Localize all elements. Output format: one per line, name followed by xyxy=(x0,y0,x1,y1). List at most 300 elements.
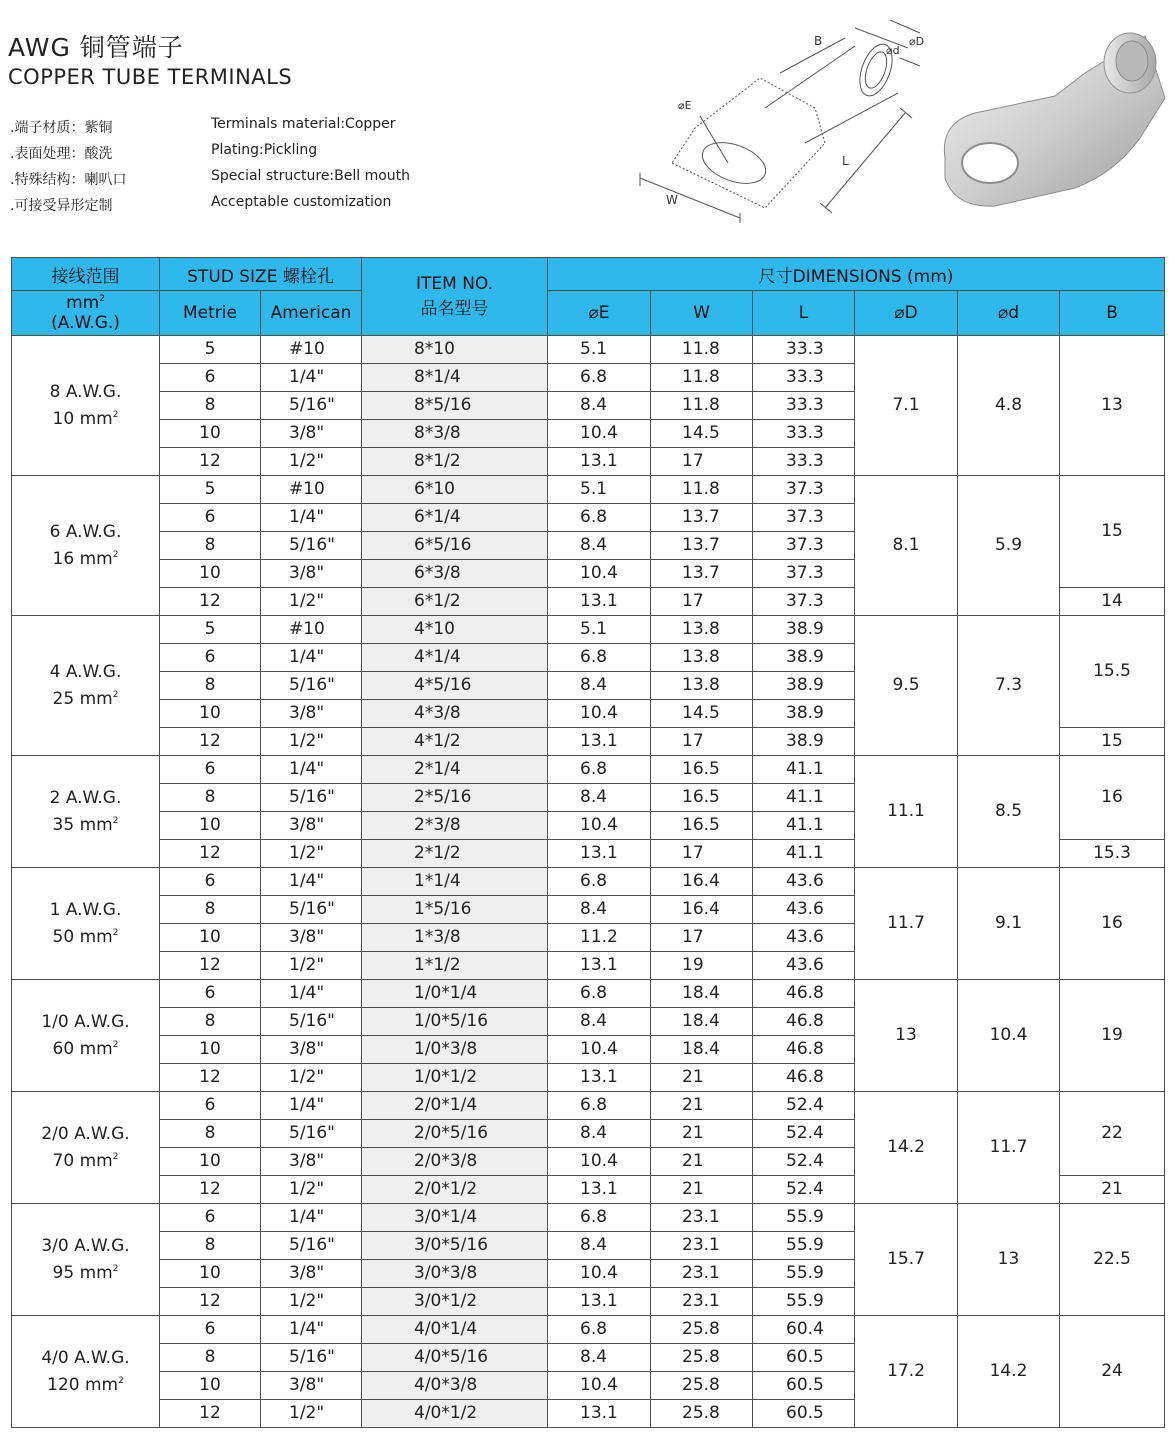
cell-e: 13.1 xyxy=(548,1064,651,1092)
cell-w: 13.7 xyxy=(651,532,753,560)
cell-metric: 10 xyxy=(160,812,261,840)
cell-e: 8.4 xyxy=(548,1344,651,1372)
page-title-en: COPPER TUBE TERMINALS xyxy=(8,65,293,89)
cell-item: 8*1/2 xyxy=(362,448,548,476)
cell-american: 1/2" xyxy=(261,1176,362,1204)
cell-w: 23.1 xyxy=(651,1232,753,1260)
header-e: ⌀E xyxy=(548,291,651,336)
cell-american: 1/2" xyxy=(261,1064,362,1092)
cell-item: 6*10 xyxy=(362,476,548,504)
range-mm xyxy=(12,1034,159,1061)
cell-big-d: 7.1 xyxy=(855,336,958,476)
cell-l: 60.4 xyxy=(753,1316,855,1344)
cell-big-d: 15.7 xyxy=(855,1204,958,1316)
cell-e: 8.4 xyxy=(548,392,651,420)
header-b: B xyxy=(1060,291,1165,336)
cell-l: 46.8 xyxy=(753,1064,855,1092)
cell-metric: 8 xyxy=(160,392,261,420)
range-mm-sup: 2 xyxy=(112,689,119,700)
cell-item: 2/0*5/16 xyxy=(362,1120,548,1148)
cell-l: 41.1 xyxy=(753,812,855,840)
spec-material-cn: .端子材质：紫铜 xyxy=(10,120,113,136)
range-awg: 4 A.W.G. xyxy=(49,661,122,682)
range-mm-value: 60 mm xyxy=(52,1038,113,1059)
cell-american: 1/2" xyxy=(261,1400,362,1428)
cell-american: 3/8" xyxy=(261,1372,362,1400)
cell-e: 13.1 xyxy=(548,588,651,616)
cell-e: 5.1 xyxy=(548,476,651,504)
cell-w: 18.4 xyxy=(651,980,753,1008)
cell-american: #10 xyxy=(261,476,362,504)
cell-metric: 6 xyxy=(160,1092,261,1120)
range-mm-value: 70 mm xyxy=(52,1150,113,1171)
cell-item: 3/0*3/8 xyxy=(362,1260,548,1288)
cell-metric: 5 xyxy=(160,616,261,644)
cell-l: 52.4 xyxy=(753,1148,855,1176)
cell-item: 1*3/8 xyxy=(362,924,548,952)
cell-american: #10 xyxy=(261,616,362,644)
cell-item: 8*5/16 xyxy=(362,392,548,420)
cell-american: 1/2" xyxy=(261,448,362,476)
cell-american: 3/8" xyxy=(261,1036,362,1064)
range-cell xyxy=(12,980,160,1092)
cell-small-d: 8.5 xyxy=(958,756,1060,868)
cell-e: 6.8 xyxy=(548,980,651,1008)
cell-american: 5/16" xyxy=(261,1232,362,1260)
cell-item: 2*1/2 xyxy=(362,840,548,868)
range-cell xyxy=(12,616,160,756)
cell-l: 38.9 xyxy=(753,644,855,672)
cell-l: 52.4 xyxy=(753,1176,855,1204)
page-title-cn: AWG 铜管端子 xyxy=(8,33,184,62)
cell-e: 11.2 xyxy=(548,924,651,952)
cell-metric: 10 xyxy=(160,420,261,448)
cell-item: 4*10 xyxy=(362,616,548,644)
header-big-d: ⌀D xyxy=(855,291,958,336)
cell-e: 6.8 xyxy=(548,644,651,672)
cell-small-d: 14.2 xyxy=(958,1316,1060,1428)
cell-e: 6.8 xyxy=(548,1204,651,1232)
cell-metric: 12 xyxy=(160,448,261,476)
cell-e: 8.4 xyxy=(548,672,651,700)
cell-item: 4*1/4 xyxy=(362,644,548,672)
cell-american: 5/16" xyxy=(261,1344,362,1372)
cell-metric: 5 xyxy=(160,476,261,504)
diagram-label-big-d: ⌀D xyxy=(909,35,925,48)
cell-item: 3/0*1/4 xyxy=(362,1204,548,1232)
cell-metric: 6 xyxy=(160,644,261,672)
cell-e: 8.4 xyxy=(548,1008,651,1036)
cell-l: 43.6 xyxy=(753,896,855,924)
cell-item: 8*3/8 xyxy=(362,420,548,448)
cell-metric: 10 xyxy=(160,1260,261,1288)
cell-metric: 8 xyxy=(160,1344,261,1372)
range-mm-value: 95 mm xyxy=(52,1262,113,1283)
range-cell xyxy=(12,756,160,868)
cell-american: 1/2" xyxy=(261,588,362,616)
cell-item: 2/0*3/8 xyxy=(362,1148,548,1176)
range-mm xyxy=(12,1258,159,1285)
cell-l: 37.3 xyxy=(753,504,855,532)
cell-w: 14.5 xyxy=(651,700,753,728)
cell-item: 2*5/16 xyxy=(362,784,548,812)
cell-small-d: 7.3 xyxy=(958,616,1060,756)
cell-e: 13.1 xyxy=(548,952,651,980)
cell-small-d: 10.4 xyxy=(958,980,1060,1092)
cell-l: 52.4 xyxy=(753,1092,855,1120)
range-mm xyxy=(12,1146,159,1173)
cell-w: 21 xyxy=(651,1148,753,1176)
cell-metric: 8 xyxy=(160,896,261,924)
spec-structure-en: Special structure:Bell mouth xyxy=(211,168,411,184)
table-row xyxy=(12,868,1165,896)
range-awg: 2 A.W.G. xyxy=(49,787,122,808)
cell-small-d: 9.1 xyxy=(958,868,1060,980)
header-item-no xyxy=(362,258,548,336)
cell-metric: 6 xyxy=(160,980,261,1008)
range-mm-value: 50 mm xyxy=(52,926,113,947)
cell-metric: 12 xyxy=(160,952,261,980)
cell-e: 10.4 xyxy=(548,1036,651,1064)
cell-small-d: 13 xyxy=(958,1204,1060,1316)
range-cell xyxy=(12,1316,160,1428)
cell-w: 23.1 xyxy=(651,1204,753,1232)
cell-w: 21 xyxy=(651,1092,753,1120)
cell-l: 55.9 xyxy=(753,1204,855,1232)
range-mm xyxy=(12,684,159,711)
table-row xyxy=(12,756,1165,784)
table-row xyxy=(12,336,1165,364)
cell-american: 5/16" xyxy=(261,672,362,700)
terminal-dimension-diagram xyxy=(600,18,930,223)
range-awg: 6 A.W.G. xyxy=(49,521,122,542)
cell-b: 13 xyxy=(1060,336,1165,476)
range-mm-sup: 2 xyxy=(112,409,119,420)
table-row xyxy=(12,1092,1165,1120)
cell-item: 6*1/4 xyxy=(362,504,548,532)
header-metric: Metrie xyxy=(160,291,261,336)
cell-b: 22 xyxy=(1060,1092,1165,1176)
cell-metric: 10 xyxy=(160,1148,261,1176)
range-mm-sup: 2 xyxy=(112,1039,119,1050)
cell-metric: 10 xyxy=(160,1372,261,1400)
range-cell xyxy=(12,336,160,476)
cell-b: 15.5 xyxy=(1060,616,1165,728)
range-mm-sup: 2 xyxy=(112,927,119,938)
cell-w: 16.5 xyxy=(651,756,753,784)
cell-small-d: 5.9 xyxy=(958,476,1060,616)
diagram-label-b: B xyxy=(814,34,823,48)
cell-item: 1/0*1/4 xyxy=(362,980,548,1008)
diagram-label-l: L xyxy=(842,154,849,168)
cell-american: 1/4" xyxy=(261,644,362,672)
table-row xyxy=(12,980,1165,1008)
spec-material-en: Terminals material:Copper xyxy=(211,116,396,132)
header-dimensions: 尺寸DIMENSIONS (mm) xyxy=(548,258,1165,291)
cell-big-d: 9.5 xyxy=(855,616,958,756)
cell-l: 38.9 xyxy=(753,700,855,728)
range-mm-sup: 2 xyxy=(112,815,119,826)
range-awg: 1 A.W.G. xyxy=(49,899,122,920)
header-mm-sup: 2 xyxy=(99,294,105,304)
cell-american: 5/16" xyxy=(261,1120,362,1148)
header-range: 接线范围 xyxy=(12,258,160,291)
cell-american: 5/16" xyxy=(261,392,362,420)
cell-american: 3/8" xyxy=(261,700,362,728)
cell-metric: 10 xyxy=(160,700,261,728)
cell-e: 13.1 xyxy=(548,728,651,756)
cell-big-d: 11.1 xyxy=(855,756,958,868)
cell-item: 2*1/4 xyxy=(362,756,548,784)
cell-b: 15 xyxy=(1060,476,1165,588)
cell-metric: 10 xyxy=(160,924,261,952)
cell-b: 24 xyxy=(1060,1316,1165,1428)
cell-l: 52.4 xyxy=(753,1120,855,1148)
header-w: W xyxy=(651,291,753,336)
cell-metric: 10 xyxy=(160,1036,261,1064)
header-item-cn: 品名型号 xyxy=(420,299,489,319)
cell-l: 37.3 xyxy=(753,588,855,616)
header-small-d: ⌀d xyxy=(958,291,1060,336)
terminal-spec-table xyxy=(11,257,1165,1428)
cell-american: 1/2" xyxy=(261,840,362,868)
cell-metric: 10 xyxy=(160,560,261,588)
cell-l: 33.3 xyxy=(753,336,855,364)
cell-american: 1/4" xyxy=(261,756,362,784)
cell-l: 43.6 xyxy=(753,924,855,952)
cell-american: 1/2" xyxy=(261,1288,362,1316)
cell-w: 17 xyxy=(651,924,753,952)
range-mm-value: 120 mm xyxy=(47,1374,119,1395)
cell-item: 2/0*1/2 xyxy=(362,1176,548,1204)
cell-big-d: 13 xyxy=(855,980,958,1092)
cell-w: 25.8 xyxy=(651,1400,753,1428)
cell-american: #10 xyxy=(261,336,362,364)
cell-american: 1/4" xyxy=(261,1316,362,1344)
cell-l: 37.3 xyxy=(753,476,855,504)
range-mm-value: 10 mm xyxy=(52,408,113,429)
cell-item: 3/0*5/16 xyxy=(362,1232,548,1260)
cell-item: 4/0*5/16 xyxy=(362,1344,548,1372)
cell-big-d: 14.2 xyxy=(855,1092,958,1204)
cell-big-d: 11.7 xyxy=(855,868,958,980)
diagram-label-w: W xyxy=(666,193,678,207)
table-row xyxy=(12,1204,1165,1232)
range-mm xyxy=(12,544,159,571)
cell-item: 4*1/2 xyxy=(362,728,548,756)
cell-metric: 12 xyxy=(160,840,261,868)
cell-e: 8.4 xyxy=(548,784,651,812)
cell-american: 1/4" xyxy=(261,1204,362,1232)
range-mm-value: 25 mm xyxy=(52,688,113,709)
range-cell xyxy=(12,1092,160,1204)
cell-e: 10.4 xyxy=(548,1372,651,1400)
cell-w: 18.4 xyxy=(651,1036,753,1064)
cell-item: 6*1/2 xyxy=(362,588,548,616)
cell-w: 16.4 xyxy=(651,896,753,924)
cell-e: 13.1 xyxy=(548,448,651,476)
cell-metric: 12 xyxy=(160,728,261,756)
cell-b: 16 xyxy=(1060,868,1165,980)
cell-item: 2/0*1/4 xyxy=(362,1092,548,1120)
cell-metric: 6 xyxy=(160,1204,261,1232)
cell-l: 60.5 xyxy=(753,1344,855,1372)
cell-american: 5/16" xyxy=(261,1008,362,1036)
cell-w: 13.8 xyxy=(651,672,753,700)
cell-item: 1/0*1/2 xyxy=(362,1064,548,1092)
cell-big-d: 8.1 xyxy=(855,476,958,616)
cell-l: 60.5 xyxy=(753,1400,855,1428)
cell-w: 23.1 xyxy=(651,1288,753,1316)
cell-e: 10.4 xyxy=(548,812,651,840)
range-mm xyxy=(12,922,159,949)
cell-l: 41.1 xyxy=(753,840,855,868)
cell-item: 2*3/8 xyxy=(362,812,548,840)
range-cell xyxy=(12,868,160,980)
copper-terminal-image xyxy=(935,28,1165,218)
cell-w: 18.4 xyxy=(651,1008,753,1036)
range-cell xyxy=(12,1204,160,1316)
cell-e: 6.8 xyxy=(548,1092,651,1120)
range-awg: 8 A.W.G. xyxy=(49,381,122,402)
cell-l: 46.8 xyxy=(753,1036,855,1064)
cell-b: 14 xyxy=(1060,588,1165,616)
cell-l: 41.1 xyxy=(753,756,855,784)
cell-l: 55.9 xyxy=(753,1288,855,1316)
range-mm-sup: 2 xyxy=(112,1151,119,1162)
cell-w: 19 xyxy=(651,952,753,980)
spec-plating-cn: .表面处理：酸洗 xyxy=(10,146,113,162)
header-range-unit xyxy=(12,291,160,336)
cell-metric: 12 xyxy=(160,588,261,616)
table-row xyxy=(12,1316,1165,1344)
range-mm xyxy=(12,404,159,431)
cell-metric: 12 xyxy=(160,1288,261,1316)
cell-item: 3/0*1/2 xyxy=(362,1288,548,1316)
table-row xyxy=(12,616,1165,644)
cell-w: 23.1 xyxy=(651,1260,753,1288)
cell-e: 10.4 xyxy=(548,420,651,448)
range-mm xyxy=(12,810,159,837)
cell-american: 1/4" xyxy=(261,868,362,896)
cell-e: 13.1 xyxy=(548,1176,651,1204)
cell-item: 1*5/16 xyxy=(362,896,548,924)
cell-e: 8.4 xyxy=(548,1232,651,1260)
diagram-label-small-d: ⌀d xyxy=(886,44,900,57)
cell-american: 3/8" xyxy=(261,1260,362,1288)
cell-item: 6*5/16 xyxy=(362,532,548,560)
cell-l: 55.9 xyxy=(753,1232,855,1260)
header-mm: mm xyxy=(66,293,100,313)
cell-l: 46.8 xyxy=(753,980,855,1008)
cell-e: 6.8 xyxy=(548,868,651,896)
cell-l: 46.8 xyxy=(753,1008,855,1036)
cell-e: 13.1 xyxy=(548,840,651,868)
cell-w: 25.8 xyxy=(651,1344,753,1372)
cell-american: 3/8" xyxy=(261,420,362,448)
range-awg: 3/0 A.W.G. xyxy=(41,1235,130,1256)
cell-l: 33.3 xyxy=(753,448,855,476)
range-awg: 2/0 A.W.G. xyxy=(41,1123,130,1144)
cell-american: 1/4" xyxy=(261,1092,362,1120)
cell-e: 8.4 xyxy=(548,1120,651,1148)
cell-w: 17 xyxy=(651,588,753,616)
cell-e: 6.8 xyxy=(548,364,651,392)
cell-l: 33.3 xyxy=(753,420,855,448)
cell-e: 6.8 xyxy=(548,1316,651,1344)
cell-l: 43.6 xyxy=(753,952,855,980)
diagram-label-e: ⌀E xyxy=(678,99,692,112)
cell-e: 10.4 xyxy=(548,560,651,588)
range-awg: 1/0 A.W.G. xyxy=(41,1011,130,1032)
cell-e: 13.1 xyxy=(548,1288,651,1316)
cell-item: 8*10 xyxy=(362,336,548,364)
cell-e: 6.8 xyxy=(548,504,651,532)
cell-w: 25.8 xyxy=(651,1372,753,1400)
cell-american: 1/2" xyxy=(261,952,362,980)
cell-w: 11.8 xyxy=(651,392,753,420)
cell-b: 15.3 xyxy=(1060,840,1165,868)
cell-w: 11.8 xyxy=(651,364,753,392)
cell-metric: 12 xyxy=(160,1064,261,1092)
cell-american: 3/8" xyxy=(261,924,362,952)
cell-american: 3/8" xyxy=(261,560,362,588)
range-cell xyxy=(12,476,160,616)
cell-item: 6*3/8 xyxy=(362,560,548,588)
cell-w: 17 xyxy=(651,728,753,756)
cell-small-d: 11.7 xyxy=(958,1092,1060,1204)
cell-item: 1*1/4 xyxy=(362,868,548,896)
cell-l: 37.3 xyxy=(753,532,855,560)
range-awg: 4/0 A.W.G. xyxy=(41,1347,130,1368)
cell-item: 1/0*3/8 xyxy=(362,1036,548,1064)
range-mm xyxy=(12,1370,159,1397)
header-l: L xyxy=(753,291,855,336)
cell-l: 33.3 xyxy=(753,364,855,392)
cell-metric: 6 xyxy=(160,1316,261,1344)
cell-w: 11.8 xyxy=(651,476,753,504)
header-stud-size: STUD SIZE 螺栓孔 xyxy=(160,258,362,291)
cell-e: 8.4 xyxy=(548,896,651,924)
cell-big-d: 17.2 xyxy=(855,1316,958,1428)
cell-e: 8.4 xyxy=(548,532,651,560)
cell-item: 1*1/2 xyxy=(362,952,548,980)
range-mm-value: 16 mm xyxy=(52,548,113,569)
cell-b: 19 xyxy=(1060,980,1165,1092)
cell-item: 1/0*5/16 xyxy=(362,1008,548,1036)
spec-plating-en: Plating:Pickling xyxy=(211,142,318,158)
cell-l: 55.9 xyxy=(753,1260,855,1288)
cell-e: 10.4 xyxy=(548,700,651,728)
cell-american: 3/8" xyxy=(261,1148,362,1176)
cell-item: 4/0*1/4 xyxy=(362,1316,548,1344)
cell-metric: 8 xyxy=(160,672,261,700)
range-mm-value: 35 mm xyxy=(52,814,113,835)
cell-b: 15 xyxy=(1060,728,1165,756)
table-row xyxy=(12,476,1165,504)
cell-item: 4/0*1/2 xyxy=(362,1400,548,1428)
cell-metric: 12 xyxy=(160,1400,261,1428)
cell-w: 16.5 xyxy=(651,784,753,812)
cell-metric: 8 xyxy=(160,784,261,812)
range-mm-sup: 2 xyxy=(112,1263,119,1274)
cell-american: 1/2" xyxy=(261,728,362,756)
cell-metric: 5 xyxy=(160,336,261,364)
cell-w: 17 xyxy=(651,840,753,868)
cell-w: 21 xyxy=(651,1064,753,1092)
cell-metric: 8 xyxy=(160,1120,261,1148)
cell-metric: 8 xyxy=(160,1232,261,1260)
